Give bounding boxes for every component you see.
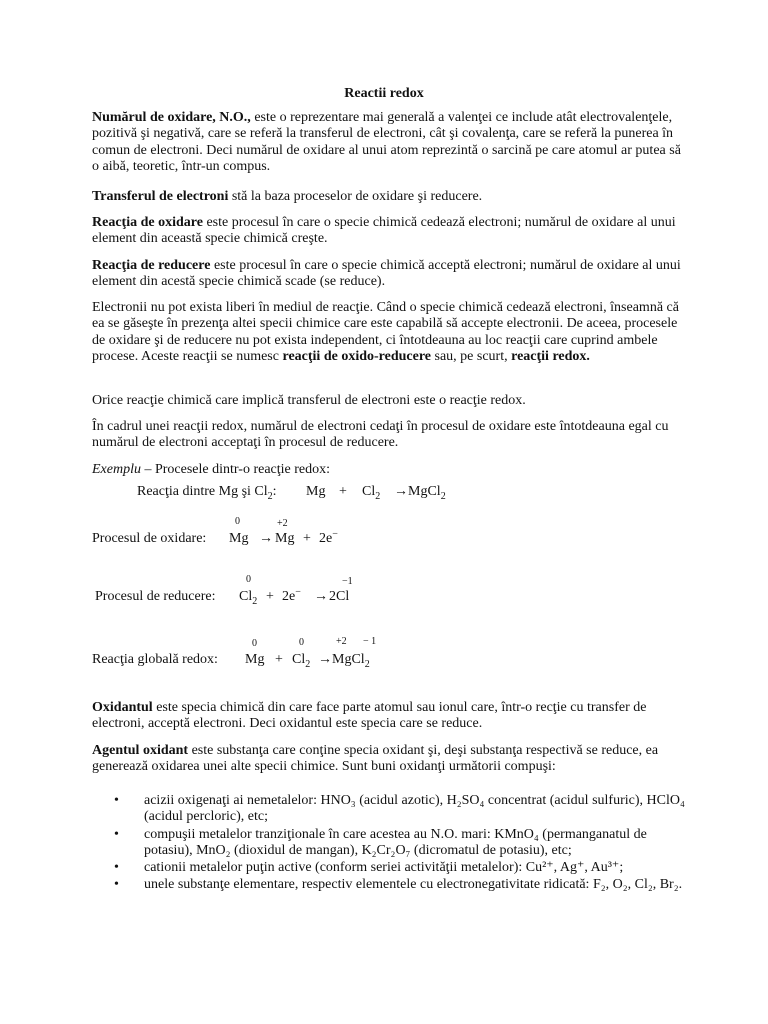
paragraph-text: este specia chimică din care face parte atomul sau ionul care, într-o recţie cu transfer de electroni, acceptă electroni. Deci oxidantul este specia care se reduce. [92,700,647,732]
bullet-icon: • [114,793,119,808]
list-item: • unele substanţe elementare, respectiv elementele cu electronegativitate ridicată: F₂, O₂, Cl₂, Br₂. [114,877,683,893]
equation-oxidation [92,516,692,576]
paragraph-text: Orice reacţie chimică care implică transferul de electroni este o reacţie redox. [92,393,526,408]
term-oxidant: Oxidantul [92,700,153,715]
reaction-arrow: → [314,589,328,604]
paragraph-electron-balance [92,419,682,452]
paragraph-text: este procesul în care o specie chimică cedează electroni; numărul de oxidare al unui element din această specie chimică creşte. [92,215,676,247]
plus-sign: + [339,484,347,499]
paragraph-text: este procesul în care o specie chimică acceptă electroni; numărul de oxidare al unui element din acestă specie chimică scade (se reduce). [92,258,681,290]
bullet-icon: • [114,860,119,876]
list-item: • cationii metalelor puţin active (conform seriei activităţii metalelor): Cu²⁺, Ag⁺, Au³⁺; [114,860,624,876]
paragraph-free-electrons [92,300,682,365]
reactant-cl2: $Cl_2$ [362,484,381,502]
product-mgcl2: MgCl$_2$ [408,484,446,502]
oxidation-state-minus1: −1 [342,576,353,587]
list-item: • compuşii metalelor tranziţionale în care acestea au N.O. mari: KMnO₄ (permanganatul de potasiu), MnO₂ (dioxidul de mangan), K₂Cr₂O₇ (dicromatul de potasiu), etc; [114,826,647,858]
equation-global-redox [92,635,692,695]
paragraph-text: este substanţa care conţine specia oxidant şi, deşi substanţa respectivă se reduce, ea generează oxidarea unei alte specii chimice. Sunt buni oxidanţi următorii compuşi: [92,743,659,775]
oxidation-state-minus1: − 1 [363,636,377,647]
term-oxidation-number: Numărul de oxidare, N.O., [92,110,251,125]
document-title: Reactii redox [344,86,424,101]
term-electron-transfer: Transferul de electroni [92,189,229,204]
paragraph-reduction [92,258,682,291]
bullet-icon: • [114,877,119,893]
plus-sign: + [275,652,283,667]
reactant-mg: Mg [229,531,249,546]
example-label: Exemplu [92,462,141,477]
oxidation-state-plus2: +2 [277,518,288,529]
term-oxido-reduction: reacţii de oxido-reducere [282,348,432,364]
paragraph-oxidizing-agent [92,743,682,776]
product-mgcl2: MgCl$_2$ [332,652,370,670]
reaction-arrow: → [318,652,332,667]
term-redox: reacţii redox. [511,348,590,364]
paragraph-text: Electronii nu pot exista liberi în mediul de reacţie. Când o specie chimică cedează electroni, înseamnă că ea se găseşte în prezenţa altei specii chimice care este capabilă să accepte electronii. De aceea, procesele de oxidare şi de reducere nu pot exista independent, ci întotdeauna au loc reacţii care cuprind ambele procese. Aceste reacţii se numesc [92,300,679,364]
paragraph-redox-definition [92,393,682,409]
electrons: 2e− [319,528,338,546]
reactant-cl2: $Cl_2$ [292,652,311,670]
equation-label: Procesul de reducere: [95,589,216,604]
reactant-mg: Mg [306,484,326,499]
paragraph-oxidation-number [92,110,682,175]
oxidation-state-0: 0 [246,574,251,585]
reaction-arrow: → [394,484,408,499]
bullet-icon: • [114,826,119,842]
equation-label: Reacţia globală redox: [92,652,218,667]
paragraph-text: stă la baza proceselor de oxidare şi reducere. [228,189,483,204]
reactant-mg: Mg [245,652,265,667]
list-item: • acizii oxigenaţi ai nemetalelor: HNO₃ (acidul azotic), H₂SO₄ concentrat (acidul sulfuric), HClO₄ (acidul percloric), etc; [114,793,685,825]
electrons: 2e− [282,586,301,604]
oxidation-state-0: 0 [252,638,257,649]
equation-reduction [92,574,692,634]
oxidation-state-0: 0 [299,637,304,648]
oxidation-state-0: 0 [235,516,240,527]
plus-sign: + [266,589,274,604]
paragraph-oxidation [92,215,682,248]
product-mg-ion: Mg [275,531,295,546]
reaction-arrow: → [259,531,273,546]
oxidants-list [92,793,692,895]
paragraph-text: În cadrul unei reacţii redox, numărul de electroni cedaţi în procesul de oxidare este întotdeauna egal cu numărul de electroni acceptaţi în procesul de reducere. [92,419,669,451]
term-reduction: Reacţia de reducere [92,258,211,273]
paragraph-example [92,462,682,478]
product-cl-ion: 2Cl [329,589,350,604]
equation-label: Reacţia dintre Mg şi $Cl_2$: [137,484,277,502]
paragraph-text: este o reprezentare mai generală a valenţei ce include atât electrovalenţele, pozitivă şi negativă, care se referă la transferul de electroni, cât şi covalenţa, care se referă la punerea în comun de electroni. Deci numărul de oxidare al unui atom reprezintă o sarcină pe care atomul ar putea să o aibă, teoretic, într-un compus. [92,110,681,174]
reactant-cl2: $Cl_2$ [239,589,258,607]
term-oxidation: Reacţia de oxidare [92,215,203,230]
term-oxidizing-agent: Agentul oxidant [92,743,189,758]
paragraph-text: – Procesele dintr-o reacţie redox: [140,462,331,477]
paragraph-text: sau, pe scurt, [431,348,512,364]
paragraph-oxidant [92,700,682,733]
oxidation-state-plus2: +2 [336,636,347,647]
equation-label: Procesul de oxidare: [92,531,207,546]
paragraph-electron-transfer [92,189,682,205]
plus-sign: + [303,531,311,546]
